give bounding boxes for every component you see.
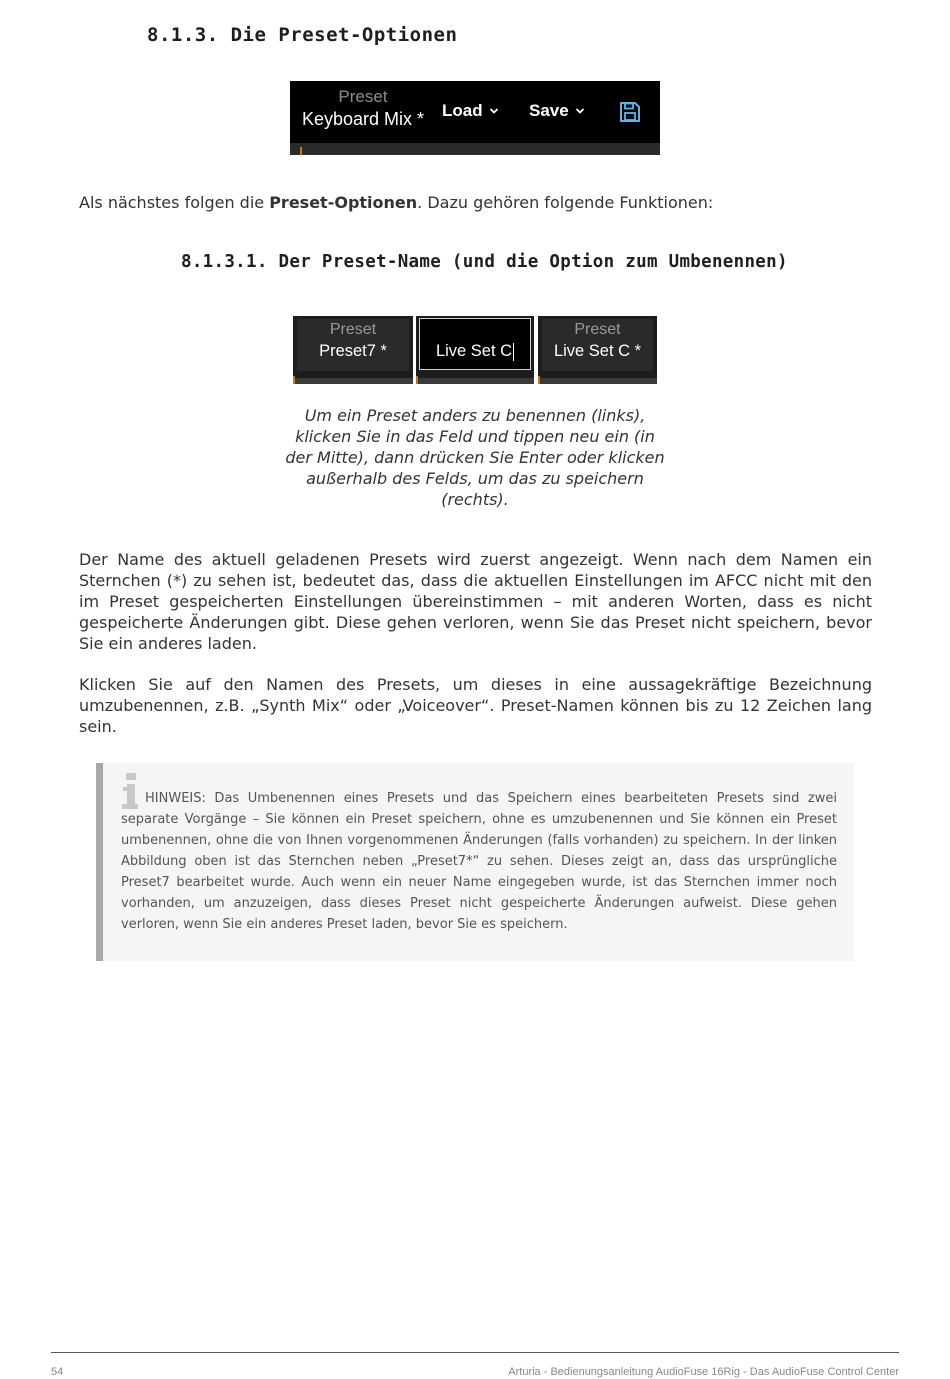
intro-before: Als nächstes folgen die <box>79 193 270 212</box>
preset-panel-editing <box>416 316 534 384</box>
floppy-disk-icon[interactable] <box>618 100 642 124</box>
footer-divider <box>51 1352 899 1353</box>
toolbar-bottom-strip <box>290 143 660 155</box>
preset-toolbar-screenshot <box>290 81 660 155</box>
intro-after: . Dazu gehören folgende Funktionen: <box>417 193 714 212</box>
rename-screenshot <box>293 316 657 384</box>
preset-panel-before <box>293 316 413 384</box>
page-number: 54 <box>51 1366 64 1378</box>
toolbar-marker <box>300 147 302 155</box>
preset-label: Preset <box>574 321 621 338</box>
load-label: Load <box>442 101 483 120</box>
section-heading: 8.1.3. Die Preset-Optionen <box>147 24 458 46</box>
save-label: Save <box>529 101 569 120</box>
note-text: HINWEIS: Das Umbenennen eines Presets und das Speichern eines bearbeiteten Presets sind zwei separate Vorgänge – Sie können ein Preset speichern, ohne es umzubenennen und Sie können ein Preset umbenennen, ohne die von Ihnen vorgenommenen Änderungen (falls vorhanden) zu speichern. In der linken Abbildung oben ist das Sternchen neben „Preset7*“ zu sehen. Dieses zeigt an, dass das ursprüngliche Preset7 bearbeitet wurde. Auch wenn ein neuer Name eingegeben wurde, ist das Sternchen immer noch vorhanden, um anzuzeigen, dass dieses Preset nicht gespeicherte Änderungen aufweist. Diese gehen verloren, wenn Sie ein anderes Preset laden, bevor Sie es speichern. <box>121 791 837 932</box>
preset-name[interactable]: Keyboard Mix * <box>301 109 425 129</box>
note-box <box>96 763 854 961</box>
intro-paragraph <box>79 192 872 213</box>
footer-title: Arturia - Bedienungsanleitung AudioFuse 16Rig - Das AudioFuse Control Center <box>508 1366 899 1378</box>
preset-label: Preset <box>338 87 388 106</box>
preset-name[interactable]: Live Set C * <box>553 342 642 360</box>
subsection-heading: 8.1.3.1. Der Preset-Name (und die Option zum Umbenennen) <box>181 252 788 272</box>
intro-bold: Preset-Optionen <box>269 193 418 212</box>
preset-panel-after <box>538 316 657 384</box>
load-button[interactable] <box>442 101 499 121</box>
text-cursor <box>513 343 514 361</box>
preset-label: Preset <box>329 321 377 338</box>
preset-name-input-value: Live Set C <box>435 342 513 360</box>
save-button[interactable] <box>529 101 585 121</box>
body-paragraph: Klicken Sie auf den Namen des Presets, um dieses in eine aussagekräftige Bezeichnung umzubenennen, z.B. „Synth Mix“ oder „Voiceover“. Preset-Namen können bis zu 12 Zeichen lang sein. <box>79 675 872 736</box>
chevron-down-icon <box>489 106 499 116</box>
figure-caption: Um ein Preset anders zu benennen (links), klicken Sie in das Feld und tippen neu ein (in der Mitte), dann drücken Sie Enter oder klicken außerhalb des Felds, um das zu speichern (rechts). <box>285 406 665 509</box>
body-paragraph: Der Name des aktuell geladenen Presets wird zuerst angezeigt. Wenn nach dem Namen ein Sternchen (*) zu sehen ist, bedeutet das, dass die aktuellen Einstellungen im AFCC nicht mit den im Preset gespeicherten Einstellungen übereinstimmen – mit anderen Worten, dass es nicht gespeicherte Änderungen gibt. Diese gehen verloren, wenn Sie das Preset nicht speichern, bevor Sie ein anderes laden. <box>79 550 872 653</box>
chevron-down-icon <box>575 106 585 116</box>
preset-name[interactable]: Preset7 * <box>319 342 387 360</box>
